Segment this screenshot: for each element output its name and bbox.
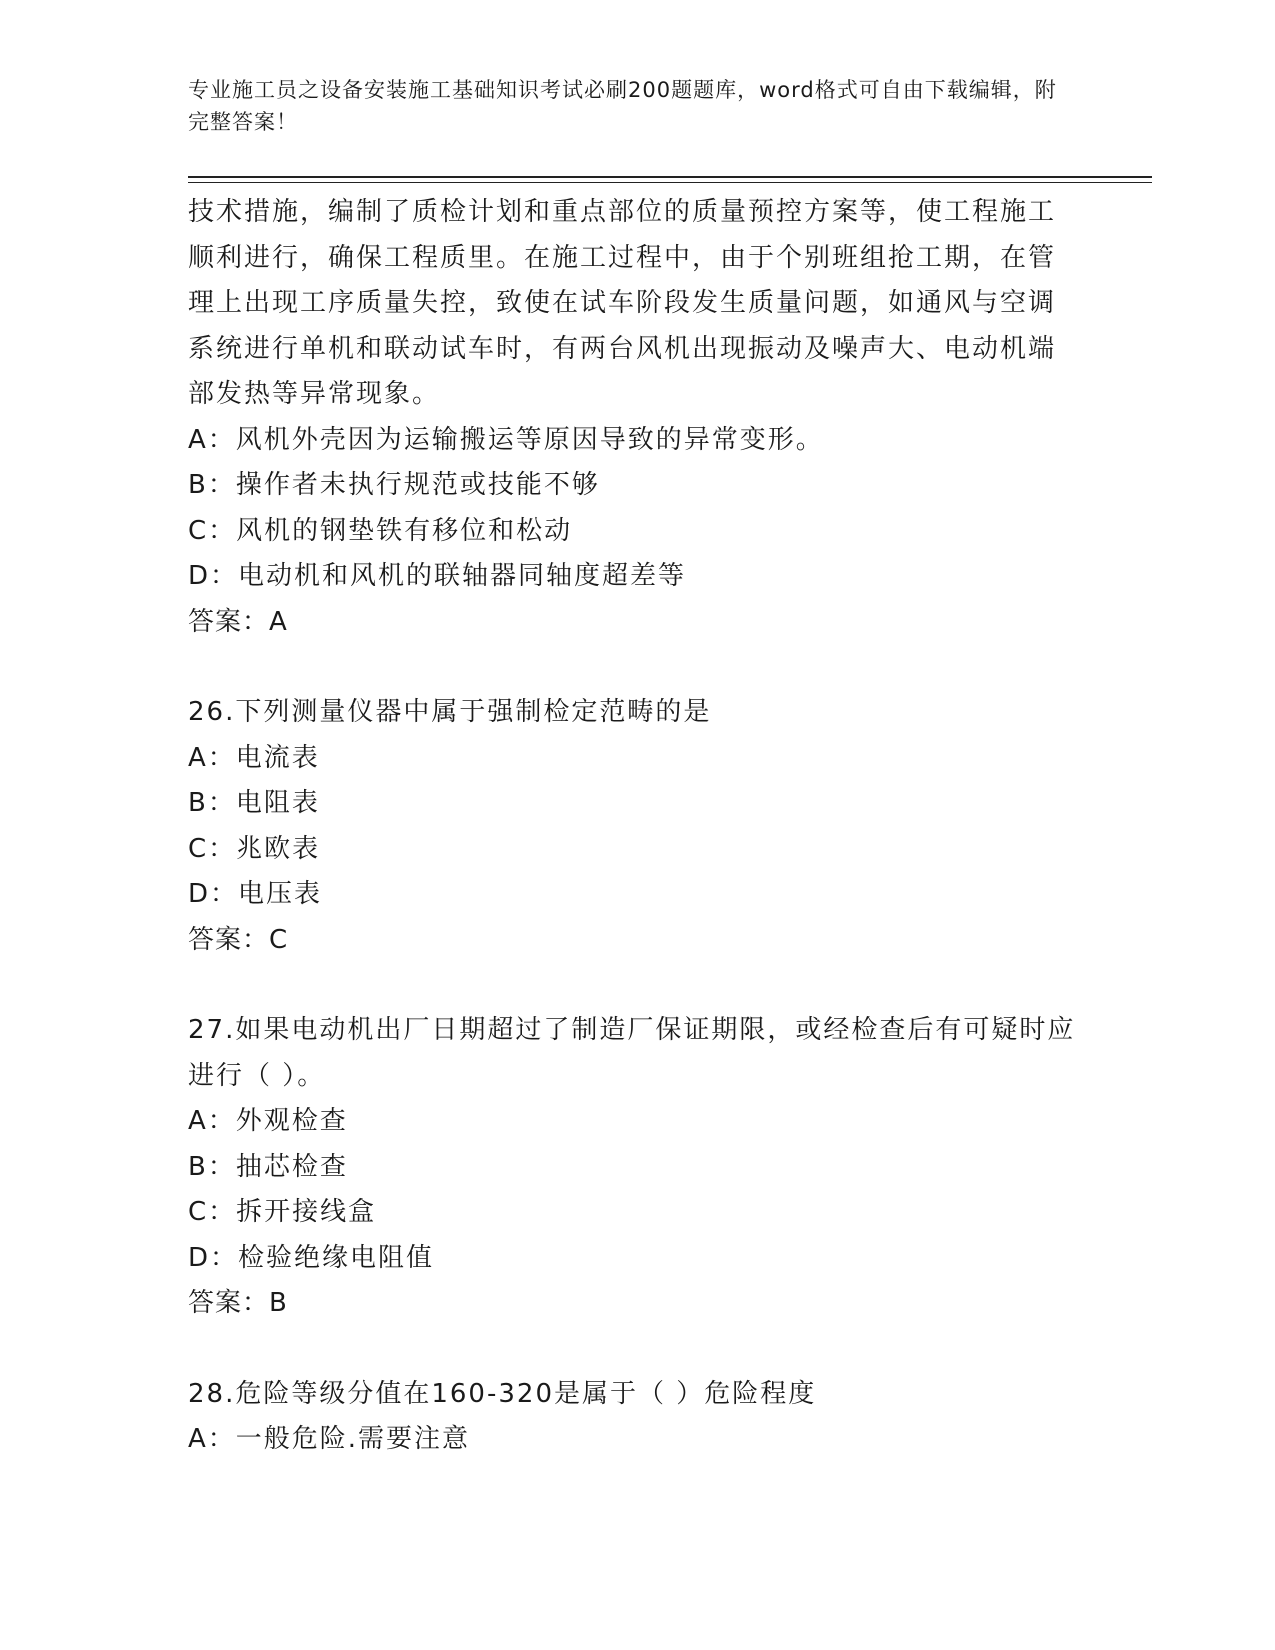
answer-line: 答案：C	[188, 924, 289, 955]
option-c: C：风机的钢垫铁有移位和松动	[188, 515, 573, 546]
question-stem: 28.危险等级分值在160-320是属于（ ）危险程度	[188, 1378, 817, 1409]
question-25-stem-continued: 技术措施，编制了质检计划和重点部位的质量预控方案等，使工程施工顺利进行，确保工程质里。在施工过程中，由于个别班组抢工期，在管理上出现工序质量失控，致使在试车阶段发生质量问题，如通风与空调系统进行单机和联动试车时，有两台风机出现振动及噪声大、电动机端部发热等异常现象。	[188, 197, 1057, 409]
header-divider-thick	[188, 176, 1152, 178]
option-a: A：电流表	[188, 742, 320, 773]
spacer	[188, 645, 1078, 690]
option-d: D：电动机和风机的联轴器同轴度超差等	[188, 561, 687, 591]
question-stem: 27.如果电动机出厂日期超过了制造厂保证期限，或经检查后有可疑时应进行（ ）。	[188, 1015, 1076, 1091]
option-b: B：操作者未执行规范或技能不够	[188, 470, 600, 500]
answer-line: 答案：A	[188, 606, 288, 637]
answer-line: 答案：B	[188, 1288, 288, 1318]
header-divider-thin	[188, 182, 1152, 183]
option-a: A：一般危险.需要注意	[188, 1424, 471, 1454]
option-b: B：抽芯检查	[188, 1151, 348, 1182]
page-header: 专业施工员之设备安装施工基础知识考试必刷200题题库，word格式可自由下载编辑，附完整答案！	[188, 78, 1057, 134]
spacer	[188, 963, 1078, 1008]
option-c: C：兆欧表	[188, 833, 321, 864]
option-d: D：电压表	[188, 879, 323, 909]
document-body	[188, 190, 1078, 1463]
option-a: A：风机外壳因为运输搬运等原因导致的异常变形。	[188, 424, 824, 455]
option-b: B：电阻表	[188, 788, 320, 818]
option-a: A：外观检查	[188, 1106, 348, 1136]
question-stem: 26.下列测量仪器中属于强制检定范畴的是	[188, 697, 712, 727]
option-c: C：拆开接线盒	[188, 1197, 377, 1227]
spacer	[188, 1327, 1078, 1372]
option-d: D：检验绝缘电阻值	[188, 1242, 435, 1273]
